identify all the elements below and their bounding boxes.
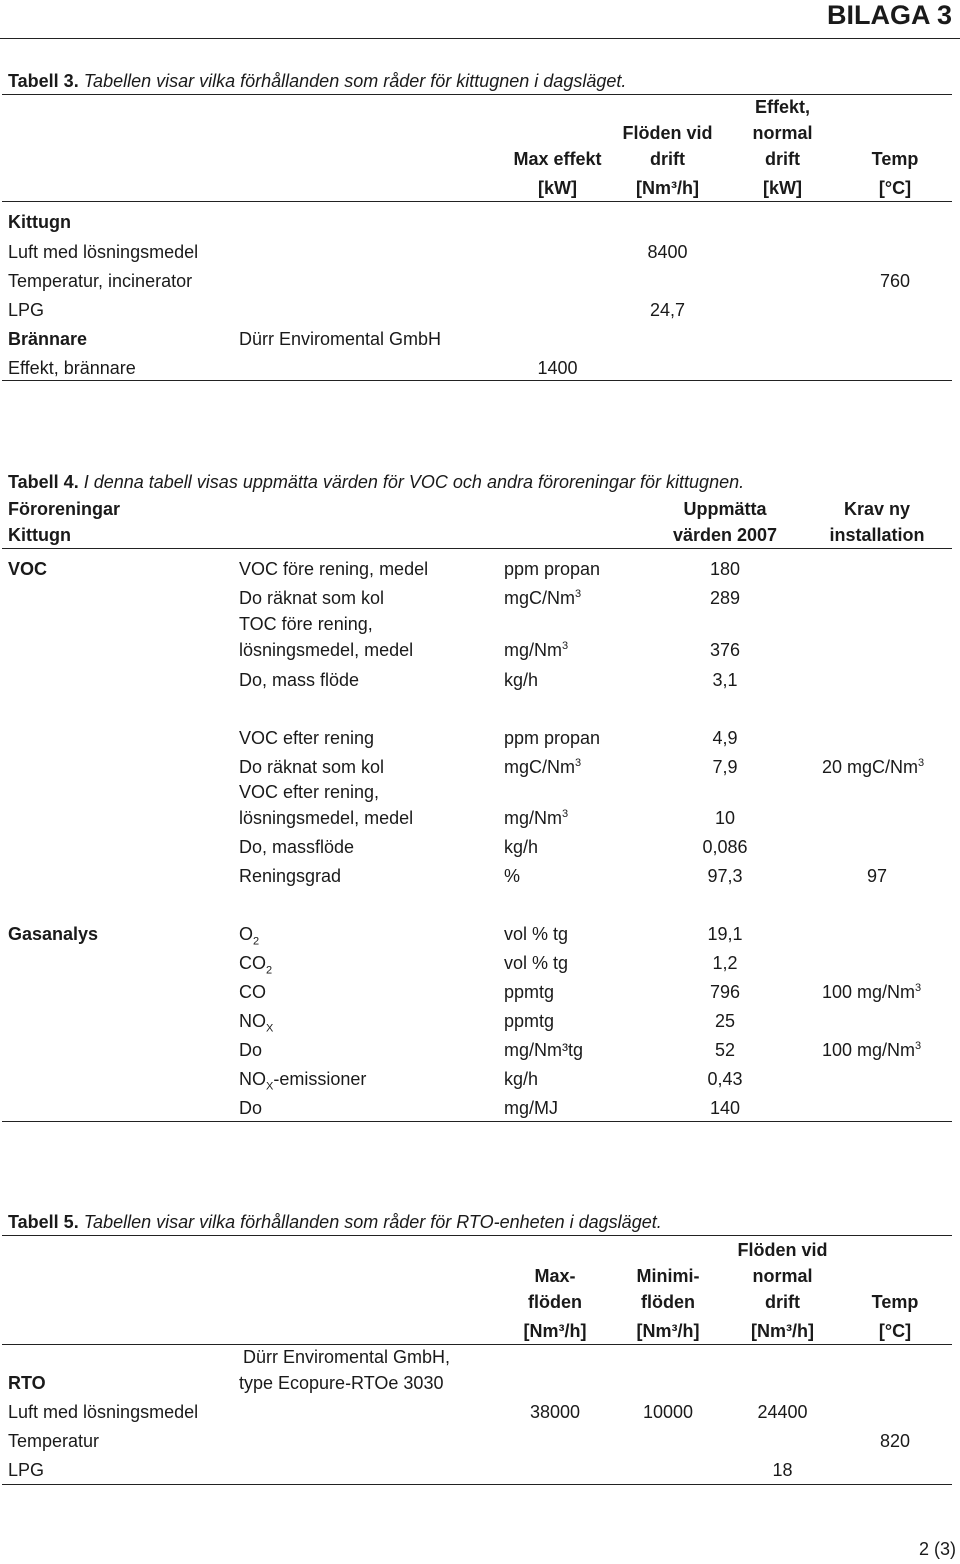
voc-row-7-param-line1: VOC efter rening,	[239, 782, 380, 802]
voc-row-9-unit: %	[504, 866, 521, 886]
table3-row-brannare-desc: Dürr Enviromental GmbH	[239, 329, 442, 349]
table3-header-temp-unit: [°C]	[878, 178, 912, 198]
table5-header-temp: Temp	[871, 1292, 919, 1312]
gas-row-6-param	[239, 1069, 367, 1093]
table4-group-voc: VOC	[8, 559, 48, 579]
table5-row-lpg-label: LPG	[8, 1460, 45, 1480]
gas-row-6-param-text: NO	[239, 1069, 266, 1089]
table4-group-gasanalys: Gasanalys	[8, 924, 99, 944]
table3-top-rule	[2, 94, 952, 95]
voc-row-1-value: 180	[709, 559, 741, 579]
table3-header-max-effekt: Max effekt	[513, 149, 602, 169]
table5-row-luft-label: Luft med lösningsmedel	[8, 1402, 199, 1422]
gas-row-4-value: 25	[714, 1011, 736, 1031]
gas-row-3-param: CO	[239, 982, 266, 1002]
gas-row-3-krav	[822, 983, 921, 1001]
table5-header-min-line2: flöden	[641, 1292, 695, 1312]
voc-row-5-param: VOC efter rening	[239, 728, 375, 748]
voc-row-4-unit: kg/h	[504, 670, 539, 690]
voc-row-6-param: Do räknat som kol	[239, 757, 385, 777]
table4-caption-label: Tabell 4.	[8, 472, 79, 492]
table3-bottom-rule	[2, 380, 952, 381]
gas-row-5-krav-sup: 3	[915, 1040, 922, 1052]
voc-row-6-krav-sup: 3	[918, 757, 925, 769]
table4-header-kittugn: Kittugn	[8, 525, 71, 545]
table4-header-rule	[2, 548, 952, 549]
voc-row-7-unit	[504, 809, 568, 827]
table3-row-brannare-label: Brännare	[8, 329, 88, 349]
table5-header-max-line1: Max-	[534, 1266, 576, 1286]
voc-row-3-unit-sup: 3	[562, 640, 569, 652]
table4-header-installation: installation	[829, 525, 925, 545]
gas-row-3-unit: ppmtg	[504, 982, 555, 1002]
table3-caption-label: Tabell 3.	[8, 71, 79, 91]
gas-row-2-param-sub: 2	[266, 964, 273, 977]
voc-row-8-param: Do, massflöde	[239, 837, 355, 857]
voc-row-6-krav-text: 20 mgC/Nm	[822, 757, 919, 777]
table5-header-flod-line2: normal	[752, 1266, 813, 1286]
gas-row-7-value: 140	[709, 1098, 741, 1118]
table3-header-effekt-line2: normal	[752, 123, 813, 143]
voc-row-1-unit: ppm propan	[504, 559, 601, 579]
voc-row-1-param: VOC före rening, medel	[239, 559, 429, 579]
table4-header-uppmatta: Uppmätta	[683, 499, 767, 519]
gas-row-4-param-sub: X	[266, 1022, 274, 1035]
table3-header-max-effekt-unit: [kW]	[538, 178, 577, 198]
table5-caption-text: Tabellen visar vilka förhållanden som råder för RTO-enheten i dagsläget.	[83, 1212, 662, 1232]
gas-row-5-unit: mg/Nm³tg	[504, 1040, 584, 1060]
gas-row-5-krav	[822, 1041, 921, 1059]
table5-header-max-unit: [Nm³/h]	[523, 1321, 587, 1341]
voc-row-8-unit: kg/h	[504, 837, 539, 857]
table5-rto-desc-line1: Dürr Enviromental GmbH,	[243, 1347, 451, 1367]
table5-header-flod-line1: Flöden vid	[737, 1240, 828, 1260]
voc-row-6-unit-text: mgC/Nm	[504, 757, 575, 777]
table3-row-luft-floden: 8400	[647, 242, 688, 262]
table4-bottom-rule	[2, 1121, 952, 1122]
table3-caption-text: Tabellen visar vilka förhållanden som råder för kittugnen i dagsläget.	[83, 71, 627, 91]
table3-header-effekt-line1: Effekt,	[754, 97, 810, 117]
gas-row-1-param-text: O	[239, 924, 254, 944]
table5-bottom-rule	[2, 1484, 952, 1485]
table3-row-temperatur-label: Temperatur, incinerator	[8, 271, 193, 291]
table5-row-temperatur-temp: 820	[879, 1431, 911, 1451]
table3-row-temperatur-temp: 760	[879, 271, 911, 291]
table3-header-effekt-unit: [kW]	[763, 178, 802, 198]
voc-row-6-krav	[822, 758, 924, 776]
table5-row-lpg-normal: 18	[772, 1460, 793, 1480]
table5-header-rule	[2, 1344, 952, 1345]
gas-row-6-param-sub: X	[266, 1080, 274, 1093]
gas-row-5-value: 52	[714, 1040, 736, 1060]
voc-row-7-param: lösningsmedel, medel	[239, 808, 414, 828]
voc-row-9-value: 97,3	[707, 866, 743, 886]
voc-row-2-value: 289	[709, 588, 741, 608]
voc-row-7-unit-sup: 3	[562, 808, 569, 820]
voc-row-9-krav: 97	[866, 866, 888, 886]
table3-header-floden-line1: Flöden vid	[622, 123, 713, 143]
voc-row-3-unit-text: mg/Nm	[504, 640, 562, 660]
table4-header-fororeningar: Föroreningar	[8, 499, 121, 519]
gas-row-4-unit: ppmtg	[504, 1011, 555, 1031]
table3-row-lpg-floden: 24,7	[649, 300, 686, 320]
table5-row-luft-normal: 24400	[757, 1402, 808, 1422]
gas-row-4-param-text: NO	[239, 1011, 266, 1031]
voc-row-3-value: 376	[709, 640, 741, 660]
gas-row-7-param: Do	[239, 1098, 263, 1118]
page-number: 2 (3)	[918, 1539, 956, 1559]
voc-row-5-unit: ppm propan	[504, 728, 601, 748]
gas-row-7-unit: mg/MJ	[504, 1098, 558, 1118]
gas-row-6-value: 0,43	[707, 1069, 743, 1089]
page-header: BILAGA 3	[826, 0, 952, 30]
table4-header-varden: värden 2007	[672, 525, 778, 545]
gas-row-2-unit: vol % tg	[504, 953, 569, 973]
gas-row-2-param	[239, 953, 273, 977]
gas-row-2-param-text: CO	[239, 953, 266, 973]
table5-header-min-line1: Minimi-	[636, 1266, 700, 1286]
voc-row-2-unit	[504, 589, 581, 607]
gas-row-5-krav-text: 100 mg/Nm	[822, 1040, 916, 1060]
table3-caption	[8, 72, 626, 90]
table5-caption-label: Tabell 5.	[8, 1212, 79, 1232]
voc-row-7-value: 10	[714, 808, 736, 828]
voc-row-4-value: 3,1	[712, 670, 738, 690]
voc-row-7-unit-text: mg/Nm	[504, 808, 562, 828]
table3-row-effekt-brannare-max: 1400	[537, 358, 578, 378]
voc-row-6-value: 7,9	[712, 757, 738, 777]
gas-row-6-unit: kg/h	[504, 1069, 539, 1089]
table5-header-max-line2: flöden	[528, 1292, 582, 1312]
gas-row-1-value: 19,1	[707, 924, 743, 944]
table3-header-floden-unit: [Nm³/h]	[636, 178, 699, 198]
voc-row-9-param: Reningsgrad	[239, 866, 342, 886]
gas-row-1-param-sub: 2	[253, 935, 260, 948]
gas-row-1-param	[239, 924, 260, 948]
table5-header-flod-line3: drift	[765, 1292, 800, 1312]
header-rule	[0, 38, 960, 39]
gas-row-4-param	[239, 1011, 274, 1035]
gas-row-6-param-tail: -emissioner	[273, 1069, 367, 1089]
voc-row-6-unit-sup: 3	[575, 757, 582, 769]
voc-row-3-param-line1: TOC före rening,	[239, 614, 373, 634]
table3-header-temp: Temp	[871, 149, 919, 169]
voc-row-2-param: Do räknat som kol	[239, 588, 385, 608]
table4-caption	[8, 473, 744, 491]
gas-row-3-krav-text: 100 mg/Nm	[822, 982, 916, 1002]
gas-row-3-value: 796	[709, 982, 741, 1002]
table5-caption	[8, 1213, 662, 1231]
table3-row-effekt-brannare-label: Effekt, brännare	[8, 358, 136, 378]
table5-header-flod-unit: [Nm³/h]	[751, 1321, 814, 1341]
table5-row-rto: RTO	[8, 1373, 46, 1393]
voc-row-4-param: Do, mass flöde	[239, 670, 360, 690]
table5-top-rule	[2, 1235, 952, 1236]
table5-rto-desc-line2: type Ecopure-RTOe 3030	[239, 1373, 444, 1393]
table3-header-rule	[2, 201, 952, 202]
table3-header-floden-line2: drift	[650, 149, 685, 169]
table5-row-luft-min: 10000	[642, 1402, 694, 1422]
voc-row-2-unit-sup: 3	[575, 588, 582, 600]
gas-row-5-param: Do	[239, 1040, 263, 1060]
table3-row-lpg-label: LPG	[8, 300, 45, 320]
table5-row-luft-max: 38000	[529, 1402, 581, 1422]
table3-header-effekt-line3: drift	[765, 149, 800, 169]
gas-row-1-unit: vol % tg	[504, 924, 569, 944]
voc-row-6-unit	[504, 758, 581, 776]
voc-row-2-unit-text: mgC/Nm	[504, 588, 575, 608]
table3-row-kittugn: Kittugn	[8, 212, 71, 232]
table5-row-temperatur-label: Temperatur	[8, 1431, 100, 1451]
voc-row-3-unit	[504, 641, 568, 659]
table4-caption-text: I denna tabell visas uppmätta värden för VOC och andra föroreningar för kittugnen.	[83, 472, 745, 492]
table4-header-krav: Krav ny	[843, 499, 911, 519]
gas-row-2-value: 1,2	[712, 953, 738, 973]
gas-row-3-krav-sup: 3	[915, 982, 922, 994]
voc-row-5-value: 4,9	[712, 728, 738, 748]
table3-row-luft-label: Luft med lösningsmedel	[8, 242, 199, 262]
table5-header-temp-unit: [°C]	[878, 1321, 912, 1341]
table5-header-min-unit: [Nm³/h]	[636, 1321, 700, 1341]
voc-row-3-param: lösningsmedel, medel	[239, 640, 414, 660]
voc-row-8-value: 0,086	[702, 837, 748, 857]
